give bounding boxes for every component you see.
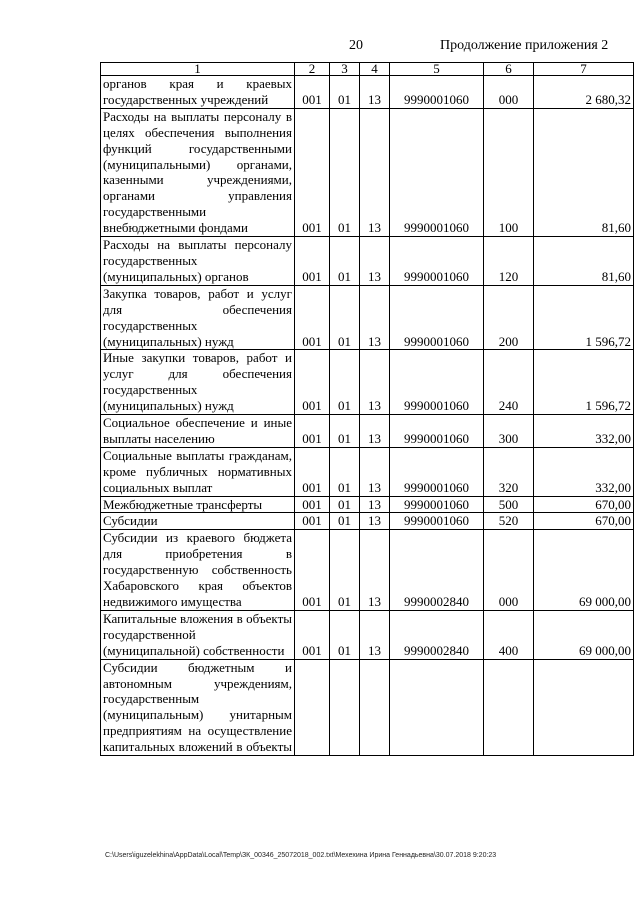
cell-col3: 01 <box>330 108 360 236</box>
cell-col2: 001 <box>295 610 330 659</box>
cell-col3: 01 <box>330 350 360 415</box>
page-number: 20 <box>349 38 363 53</box>
cell-col3: 01 <box>330 530 360 611</box>
column-header: 3 <box>330 63 360 76</box>
footer-file-path: C:\Users\iguzelekhina\AppData\Local\Temp\ЗК_00346_25072018_002.txt\Мехехина Ирина Геннадьевна\30.07.2018 9:20:23 <box>105 852 497 859</box>
column-header: 1 <box>101 63 295 76</box>
cell-col4 <box>360 659 390 755</box>
table-row <box>101 610 634 659</box>
cell-col5: 9990001060 <box>390 447 484 496</box>
table-row <box>101 350 634 415</box>
cell-col6: 200 <box>484 285 534 350</box>
cell-col6: 320 <box>484 447 534 496</box>
cell-col6: 000 <box>484 76 534 109</box>
cell-amount: 81,60 <box>534 108 634 236</box>
table-row <box>101 447 634 496</box>
cell-col6: 500 <box>484 496 534 513</box>
cell-col5: 9990001060 <box>390 108 484 236</box>
cell-col5: 9990001060 <box>390 496 484 513</box>
column-header: 5 <box>390 63 484 76</box>
cell-col3: 01 <box>330 513 360 530</box>
cell-col5: 9990001060 <box>390 350 484 415</box>
table-row <box>101 659 634 755</box>
row-description: Иные закупки товаров, работ и услуг для обеспечения государственных (муниципальных) нужд <box>101 350 295 415</box>
cell-col5: 9990002840 <box>390 530 484 611</box>
table-row <box>101 108 634 236</box>
cell-amount: 81,60 <box>534 237 634 286</box>
row-description: Субсидии <box>101 513 295 530</box>
cell-amount: 2 680,32 <box>534 76 634 109</box>
cell-col5: 9990001060 <box>390 76 484 109</box>
cell-col3: 01 <box>330 447 360 496</box>
cell-col4: 13 <box>360 108 390 236</box>
cell-col6: 300 <box>484 415 534 448</box>
cell-col3 <box>330 659 360 755</box>
cell-col5: 9990001060 <box>390 513 484 530</box>
cell-col4: 13 <box>360 530 390 611</box>
table-row <box>101 237 634 286</box>
cell-col2: 001 <box>295 350 330 415</box>
cell-col2 <box>295 659 330 755</box>
row-description: Расходы на выплаты персоналу в целях обеспечения выполнения функций государственными (муниципальными) органами, казенными учреждениями, органами управления государственными внебюджетными фондами <box>101 108 295 236</box>
row-description: Межбюджетные трансферты <box>101 496 295 513</box>
row-description: Расходы на выплаты персоналу государственных (муниципальных) органов <box>101 237 295 286</box>
column-header: 2 <box>295 63 330 76</box>
cell-col6: 240 <box>484 350 534 415</box>
cell-col3: 01 <box>330 496 360 513</box>
budget-table <box>100 62 634 756</box>
row-description: органов края и краевых государственных учреждений <box>101 76 295 109</box>
cell-col5 <box>390 659 484 755</box>
continuation-label: Продолжение приложения 2 <box>440 38 609 53</box>
cell-col2: 001 <box>295 513 330 530</box>
cell-col5: 9990001060 <box>390 285 484 350</box>
table-row <box>101 513 634 530</box>
column-header: 7 <box>534 63 634 76</box>
cell-amount: 69 000,00 <box>534 610 634 659</box>
row-description: Социальное обеспечение и иные выплаты населению <box>101 415 295 448</box>
table-row <box>101 530 634 611</box>
cell-col2: 001 <box>295 285 330 350</box>
cell-col4: 13 <box>360 415 390 448</box>
column-header: 6 <box>484 63 534 76</box>
cell-amount: 332,00 <box>534 447 634 496</box>
cell-amount: 1 596,72 <box>534 350 634 415</box>
cell-col6 <box>484 659 534 755</box>
cell-col5: 9990001060 <box>390 237 484 286</box>
cell-amount: 670,00 <box>534 496 634 513</box>
cell-col4: 13 <box>360 610 390 659</box>
cell-col2: 001 <box>295 108 330 236</box>
cell-col2: 001 <box>295 76 330 109</box>
cell-col3: 01 <box>330 285 360 350</box>
table-row <box>101 415 634 448</box>
cell-col4: 13 <box>360 447 390 496</box>
cell-col2: 001 <box>295 496 330 513</box>
cell-col2: 001 <box>295 447 330 496</box>
cell-amount <box>534 659 634 755</box>
table-row <box>101 285 634 350</box>
cell-col4: 13 <box>360 513 390 530</box>
cell-col6: 520 <box>484 513 534 530</box>
table-row <box>101 496 634 513</box>
cell-amount: 69 000,00 <box>534 530 634 611</box>
cell-col2: 001 <box>295 530 330 611</box>
row-description: Капитальные вложения в объекты государственной (муниципальной) собственности <box>101 610 295 659</box>
cell-amount: 1 596,72 <box>534 285 634 350</box>
table-row <box>101 76 634 109</box>
row-description: Социальные выплаты гражданам, кроме публичных нормативных социальных выплат <box>101 447 295 496</box>
table-header-row <box>101 63 634 76</box>
cell-col6: 100 <box>484 108 534 236</box>
cell-col2: 001 <box>295 237 330 286</box>
cell-col4: 13 <box>360 350 390 415</box>
cell-col3: 01 <box>330 237 360 286</box>
cell-col3: 01 <box>330 76 360 109</box>
cell-col4: 13 <box>360 76 390 109</box>
cell-col6: 400 <box>484 610 534 659</box>
cell-amount: 670,00 <box>534 513 634 530</box>
cell-col4: 13 <box>360 285 390 350</box>
cell-col5: 9990002840 <box>390 610 484 659</box>
cell-col6: 120 <box>484 237 534 286</box>
column-header: 4 <box>360 63 390 76</box>
row-description: Закупка товаров, работ и услуг для обеспечения государственных (муниципальных) нужд <box>101 285 295 350</box>
cell-col6: 000 <box>484 530 534 611</box>
cell-col2: 001 <box>295 415 330 448</box>
cell-amount: 332,00 <box>534 415 634 448</box>
row-description: Субсидии бюджетным и автономным учреждениям, государственным (муниципальным) унитарным предприятиям на осуществление капитальных вложений в объекты <box>101 659 295 755</box>
cell-col4: 13 <box>360 496 390 513</box>
cell-col3: 01 <box>330 610 360 659</box>
cell-col4: 13 <box>360 237 390 286</box>
row-description: Субсидии из краевого бюджета для приобретения в государственную собственность Хабаровского края объектов недвижимого имущества <box>101 530 295 611</box>
cell-col5: 9990001060 <box>390 415 484 448</box>
cell-col3: 01 <box>330 415 360 448</box>
